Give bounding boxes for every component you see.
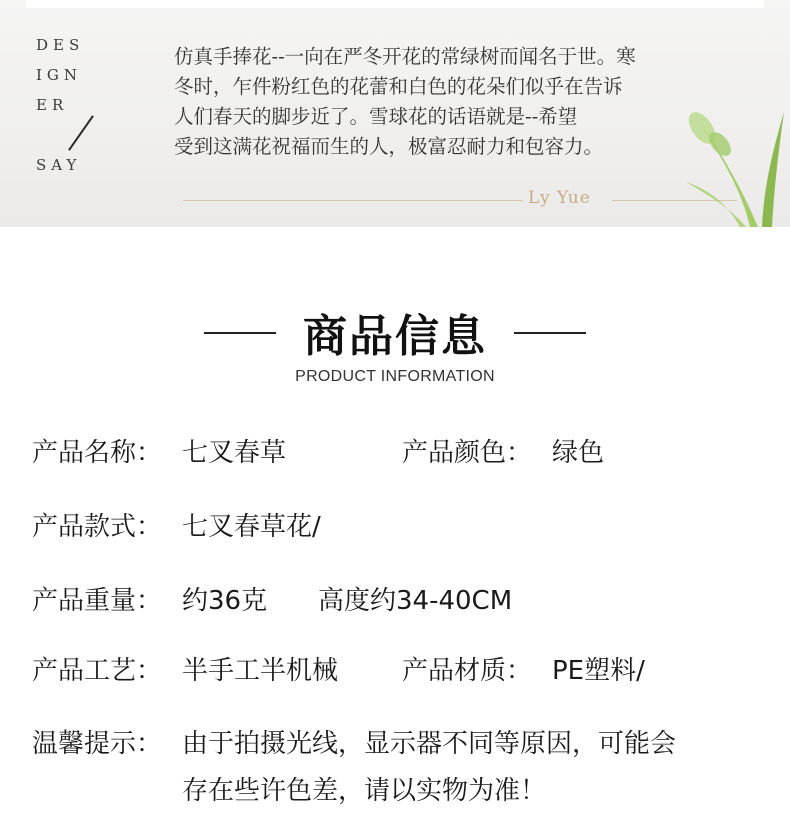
- material-label: 产品材质：: [402, 656, 533, 686]
- title-dash-right: [514, 332, 586, 334]
- quote-line-1: 仿真手捧花--一向在严冬开花的常绿树而闻名于世。寒: [174, 45, 636, 68]
- name-value: 七叉春草: [182, 438, 287, 468]
- tip-line-2: 存在些许色差，请以实物为准！: [182, 776, 547, 806]
- designer-word-4: SAY: [36, 156, 82, 174]
- section-title: 商品信息: [303, 311, 487, 362]
- color-label: 产品颜色：: [402, 438, 533, 468]
- quote-line-4: 受到这满花祝福而生的人，极富忍耐力和包容力。: [174, 135, 604, 158]
- designer-banner: [0, 0, 790, 227]
- tip-label: 温馨提示：: [32, 729, 163, 759]
- designer-slash: [68, 115, 94, 151]
- designer-word-3: ER: [36, 96, 69, 114]
- craft-label: 产品工艺：: [32, 656, 163, 686]
- tip-line-1: 由于拍摄光线，显示器不同等原因，可能会: [182, 729, 677, 759]
- weight-label: 产品重量：: [32, 586, 163, 616]
- designer-word-1: DES: [36, 36, 85, 54]
- signature: Ly Yue: [528, 188, 591, 208]
- quote-line-2: 冬时，乍件粉红色的花蕾和白色的花朵们似乎在告诉: [174, 75, 623, 98]
- signature-rule-left: [183, 200, 523, 201]
- quote-line-3: 人们春天的脚步近了。雪球花的话语就是--希望: [174, 105, 578, 128]
- designer-quote: [174, 42, 759, 162]
- leaf-decoration-icon: [680, 100, 790, 227]
- color-value: 绿色: [552, 438, 605, 468]
- section-subtitle: PRODUCT INFORMATION: [295, 368, 495, 385]
- craft-value: 半手工半机械: [182, 656, 339, 686]
- banner-top-strip: [26, 0, 764, 8]
- name-label: 产品名称：: [32, 438, 163, 468]
- height-value: 高度约34-40CM: [318, 586, 513, 616]
- material-value: PE塑料/: [552, 656, 645, 686]
- weight-value: 约36克: [182, 586, 268, 616]
- style-label: 产品款式：: [32, 512, 163, 542]
- style-value: 七叉春草花/: [182, 512, 321, 542]
- designer-word-2: IGN: [36, 66, 83, 84]
